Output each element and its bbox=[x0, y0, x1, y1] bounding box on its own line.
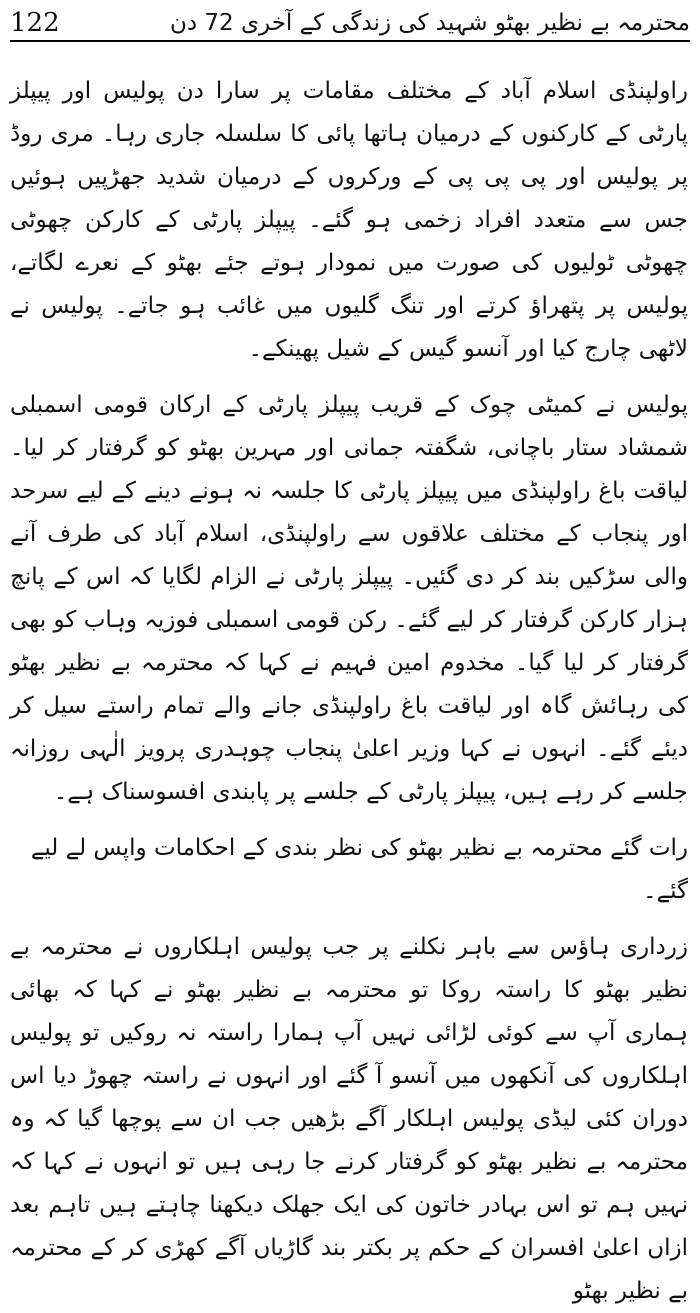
paragraph: پولیس نے کمیٹی چوک کے قریب پیپلز پارٹی کے ارکان قومی اسمبلی شمشاد ستار باچانی، شگفتہ جمانی اور مہرین بھٹو کو گرفتار کر لیا۔ لیاقت باغ راولپنڈی میں پیپلز پارٹی کا جلسہ نہ ہونے دینے کے لیے سرحد اور پنجاب کے مختلف علاقوں سے راولپنڈی، اسلام آباد کی طرف آنے والی سڑکیں بند کر دی گئیں۔ پیپلز پارٹی نے الزام لگایا کہ اس کے پانچ ہزار کارکن گرفتار کر لیے گئے۔ رکن قومی اسمبلی فوزیہ وہاب کو بھی گرفتار کر لیا گیا۔ مخدوم امین فہیم نے کہا کہ محترمہ بے نظیر بھٹو کی رہائش گاہ اور لیاقت باغ راولپنڈی جانے والے تمام راستے سیل کر دیئے گئے۔ انہوں نے کہا وزیر اعلیٰ پنجاب چوہدری پرویز الٰہی روزانہ جلسے کر رہے ہیں، پیپلز پارٹی کے جلسے پر پابندی افسوسناک ہے۔ bbox=[10, 392, 688, 805]
page-header bbox=[10, 4, 690, 42]
paragraph: زرداری ہاؤس سے باہر نکلنے پر جب پولیس اہلکاروں نے محترمہ بے نظیر بھٹو کا راستہ روکا تو محترمہ بے نظیر بھٹو نے کہا کہ بھائی ہماری آپ سے کوئی لڑائی نہیں آپ ہمارا راستہ نہ روکیں تو پولیس اہلکاروں کی آنکھوں میں آنسو آ گئے اور انہوں نے راستہ چھوڑ دیا اس دوران کئی لیڈی پولیس اہلکار آگے بڑھیں جب ان سے پوچھا گیا کہ وہ محترمہ بے نظیر بھٹو کو گرفتار کرنے جا رہی ہیں تو انہوں نے کہا کہ نہیں ہم تو اس بہادر خاتون کی ایک جھلک دیکھنا چاہتے ہیں تاہم بعد ازاں اعلیٰ افسران کے حکم پر بکتر بند گاڑیاں آگے کھڑی کر کے محترمہ بے نظیر بھٹو bbox=[10, 934, 688, 1304]
page-number: 122 bbox=[10, 8, 60, 38]
paragraph: رات گئے محترمہ بے نظیر بھٹو کی نظر بندی کے احکامات واپس لے لیے گئے۔ bbox=[30, 835, 688, 904]
paragraph: راولپنڈی اسلام آباد کے مختلف مقامات پر سارا دن پولیس اور پیپلز پارٹی کے کارکنوں کے درمیان ہاتھا پائی کا سلسلہ جاری رہا۔ مری روڈ پر پولیس اور پی پی پی کے ورکروں کے درمیان شدید جھڑپیں ہوئیں جس سے متعدد افراد زخمی ہو گئے۔ پیپلز پارٹی کے کارکن چھوٹی چھوٹی ٹولیوں کی صورت میں نمودار ہوتے جئے بھٹو کے نعرے لگاتے، پولیس پر پتھراؤ کرتے اور تنگ گلیوں میں غائب ہو جاتے۔ پولیس نے لاٹھی چارج کیا اور آنسو گیس کے شیل پھینکے۔ bbox=[10, 78, 688, 362]
page-body bbox=[10, 70, 688, 1313]
running-title: محترمہ بے نظیر بھٹو شہید کی زندگی کے آخری 72 دن bbox=[169, 10, 690, 36]
